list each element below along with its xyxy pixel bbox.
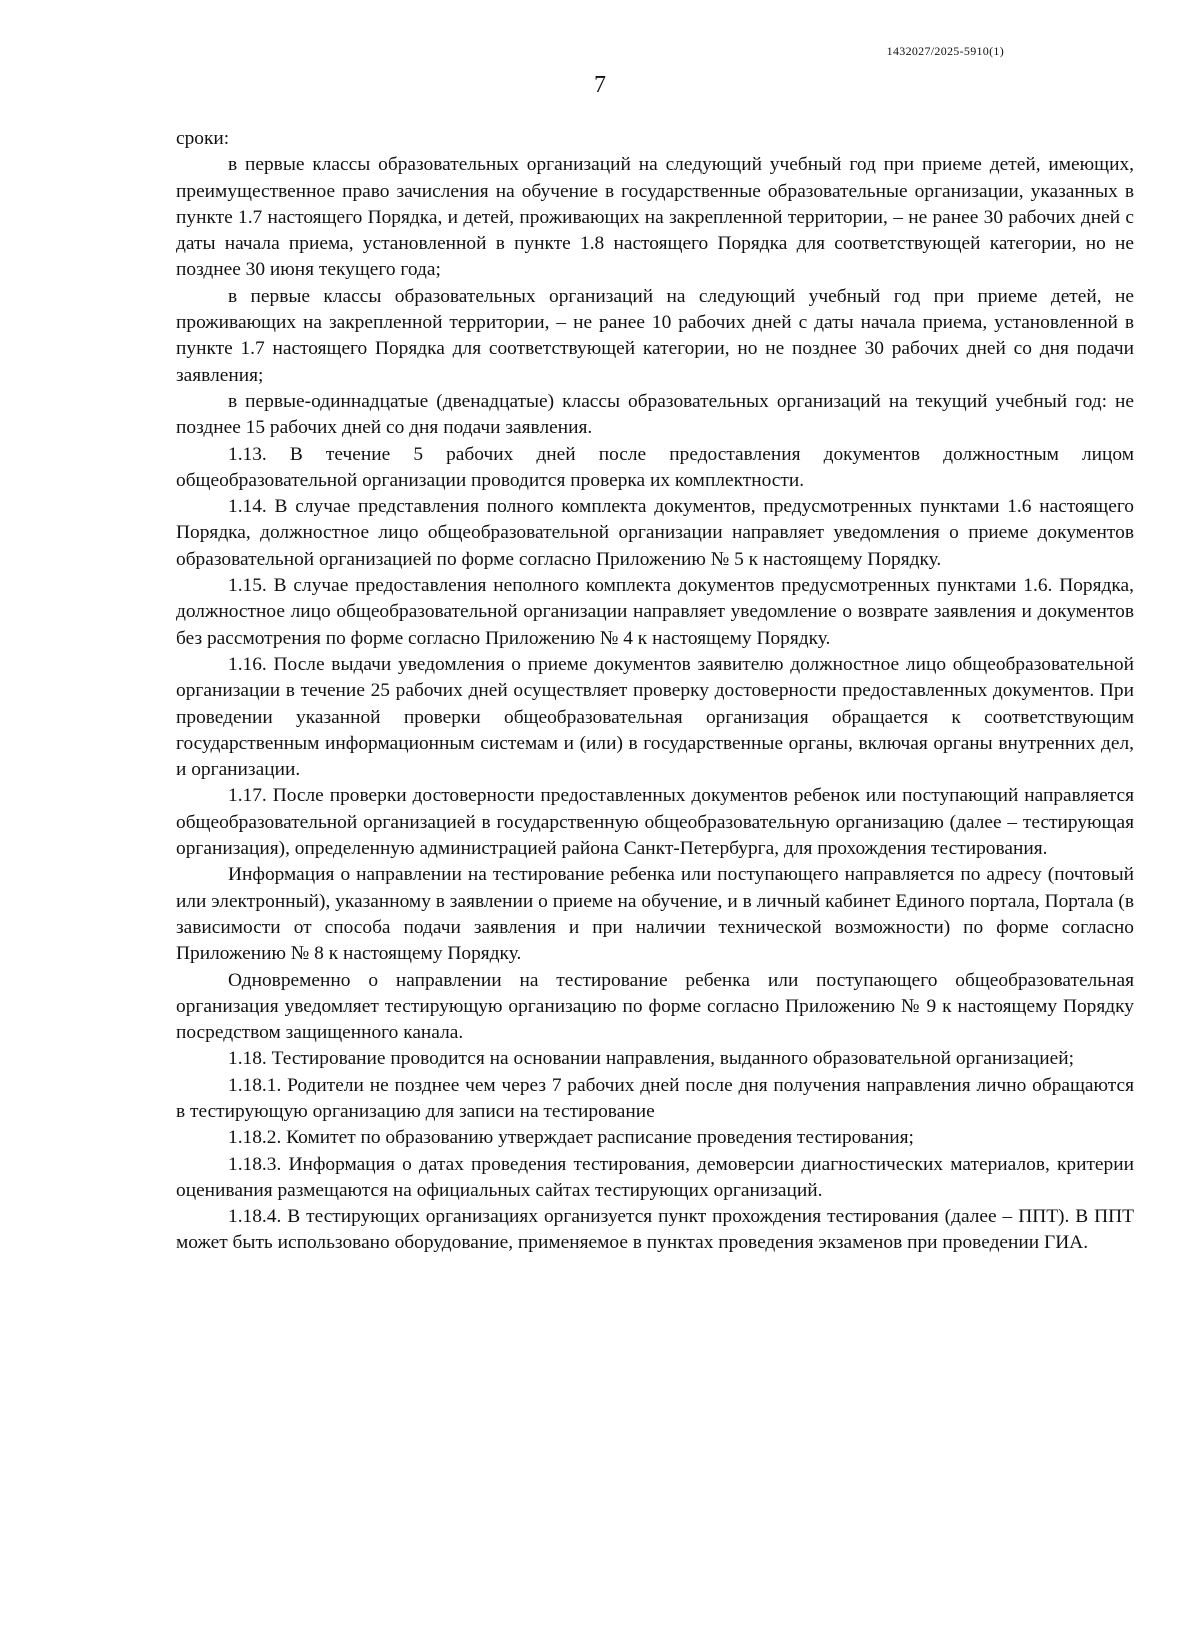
paragraph-1-16: 1.16. После выдачи уведомления о приеме документов заявителю должностное лицо общеобразовательной организации в течение 25 рабочих дней осуществляет проверку достоверности предоставленных документов. При проведении указанной проверки общеобразовательная организация обращается к соответствующим государственным информационным системам и (или) в государственные органы, включая органы внутренних дел, и организации.: [176, 653, 1134, 781]
paragraph-1-18-3: 1.18.3. Информация о датах проведения тестирования, демоверсии диагностических материалов, критерии оценивания размещаются на официальных сайтах тестирующих организаций.: [176, 1153, 1134, 1201]
document-id: 1432027/2025-5910(1): [886, 44, 1004, 58]
paragraph-current-year: в первые-одиннадцатые (двенадцатые) классы образовательных организаций на текущий учебный год: не позднее 15 рабочих дней со дня подачи заявления.: [176, 390, 1134, 439]
paragraph-testing-notice: Информация о направлении на тестирование ребенка или поступающего направляется по адресу (почтовый или электронный), указанному в заявлении о приеме на обучение, и в личный кабинет Единого портала, Портала (в зависимости от способа подачи заявления и при наличии технической возможности) по форме согласно Приложению № 8 к настоящему Порядку.: [176, 864, 1134, 965]
document-body: [176, 126, 1134, 1257]
paragraph-terms-heading: сроки:: [176, 128, 230, 149]
paragraph-1-15: 1.15. В случае предоставления неполного комплекта документов предусмотренных пунктами 1.6. Порядка, должностное лицо общеобразовательной организации направляет уведомление о возврате заявления и документов без рассмотрения по форме согласно Приложению № 4 к настоящему Порядку.: [176, 575, 1134, 649]
paragraph-first-class-non-resident: в первые классы образовательных организаций на следующий учебный год при приеме детей, не проживающих на закрепленной территории, – не ранее 10 рабочих дней с даты начала приема, установленной в пункте 1.7 настоящего Порядка для соответствующей категории, но не позднее 30 рабочих дней со дня подачи заявления;: [176, 285, 1134, 386]
page-number: 7: [594, 72, 606, 98]
paragraph-1-13: 1.13. В течение 5 рабочих дней после предоставления документов должностным лицом общеобразовательной организации проводится проверка их комплектности.: [176, 443, 1134, 491]
paragraph-1-18: 1.18. Тестирование проводится на основании направления, выданного образовательной организацией;: [228, 1048, 1074, 1070]
paragraph-1-18-2: 1.18.2. Комитет по образованию утверждает расписание проведения тестирования;: [228, 1127, 914, 1149]
paragraph-1-18-4: 1.18.4. В тестирующих организациях организуется пункт прохождения тестирования (далее – ППТ). В ППТ может быть использовано оборудование, применяемое в пунктах проведения экзаменов при проведении ГИА.: [176, 1206, 1134, 1254]
paragraph-simultaneous-notice: Одновременно о направлении на тестирование ребенка или поступающего общеобразовательная организация уведомляет тестирующую организацию по форме согласно Приложению № 9 к настоящему Порядку посредством защищенного канала.: [176, 969, 1134, 1044]
paragraph-1-17: 1.17. После проверки достоверности предоставленных документов ребенок или поступающий направляется общеобразовательной организацией в государственную общеобразовательную организацию (далее – тестирующая организация), определенную администрацией района Санкт-Петербурга, для прохождения тестирования.: [176, 785, 1134, 860]
paragraph-1-18-1: 1.18.1. Родители не позднее чем через 7 рабочих дней после дня получения направления лично обращаются в тестирующую организацию для записи на тестирование: [176, 1074, 1134, 1122]
paragraph-first-class-priority: в первые классы образовательных организаций на следующий учебный год при приеме детей, имеющих, преимущественное право зачисления на обучение в государственные образовательные организации, указанных в пункте 1.7 настоящего Порядка, и детей, проживающих на закрепленной территории, – не ранее 30 рабочих дней с даты начала приема, установленной в пункте 1.8 настоящего Порядка для соответствующей категории, но не позднее 30 июня текущего года;: [176, 154, 1134, 281]
paragraph-1-14: 1.14. В случае представления полного комплекта документов, предусмотренных пунктами 1.6 настоящего Порядка, должностное лицо общеобразовательной организации направляет уведомления о приеме документов образовательной организацией по форме согласно Приложению № 5 к настоящему Порядку.: [176, 496, 1134, 570]
